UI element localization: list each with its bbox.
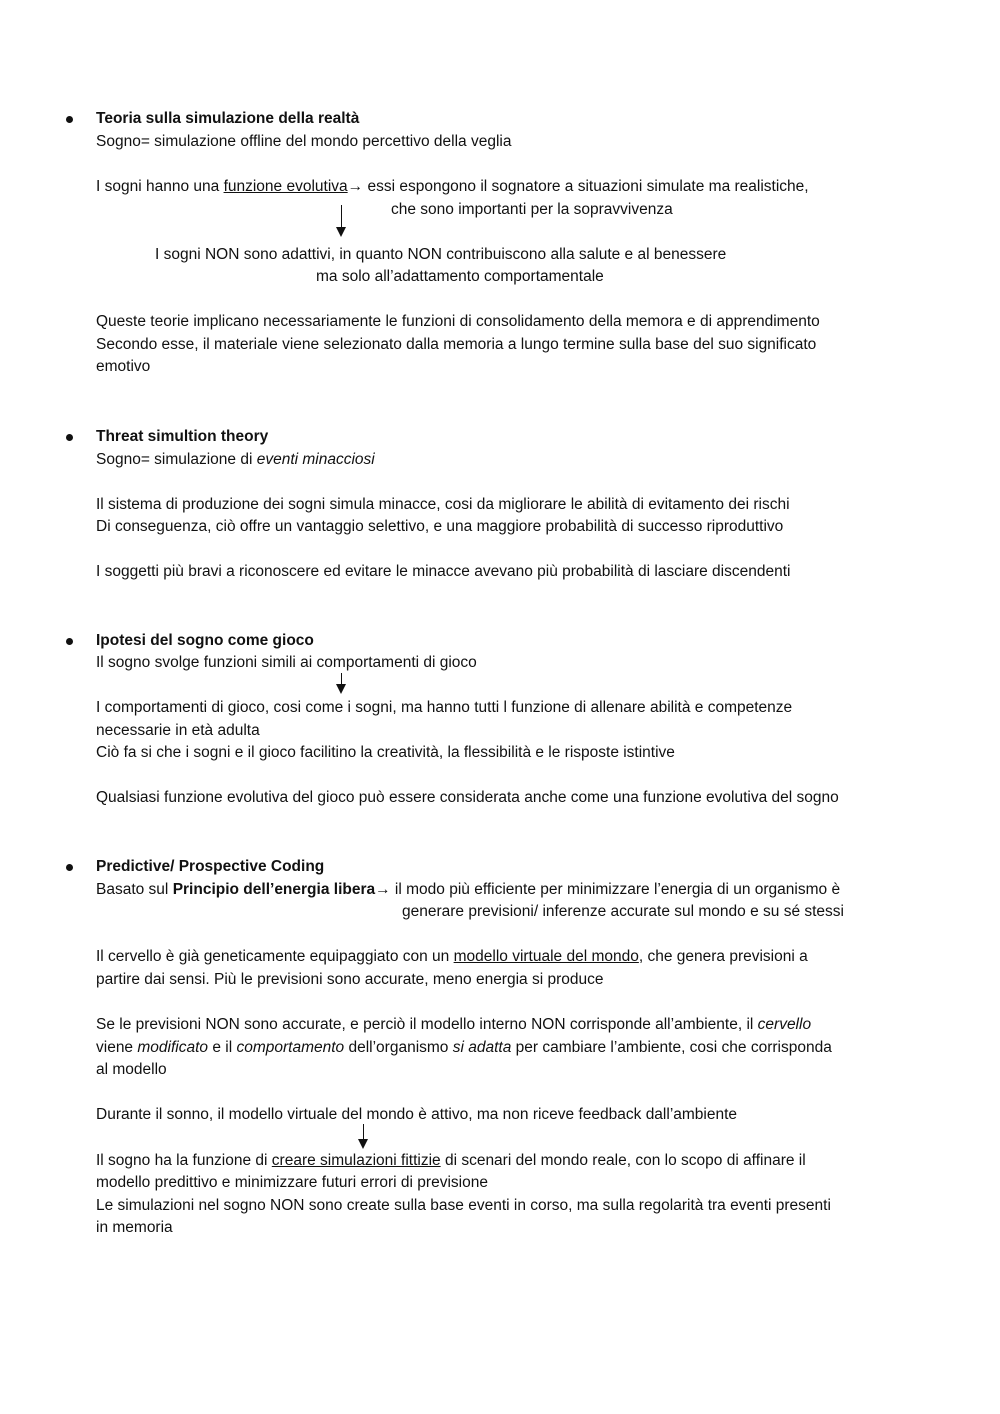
bullet-point [66,638,73,645]
text-line: generare previsioni/ inferenze accurate sul mondo e su sé stessi [402,903,844,920]
text-line: Se le previsioni NON sono accurate, e perciò il modello interno NON corrisponde all’ambiente, il cervello [96,1016,812,1033]
text-line: modello predittivo e minimizzare futuri errori di previsione [96,1174,488,1191]
text-line: Il sistema di produzione dei sogni simula minacce, cosi da migliorare le abilità di evitamento dei rischi [96,496,790,513]
text-line: ma solo all’adattamento comportamentale [316,268,604,285]
text-line: emotivo [96,358,151,375]
section-title: Teoria sulla simulazione della realtà [96,110,360,127]
text-line: Il cervello è già geneticamente equipaggiato con un modello virtuale del mondo, che genera previsioni a [96,948,808,965]
text-line: I soggetti più bravi a riconoscere ed evitare le minacce avevano più probabilità di lasciare discendenti [96,563,791,580]
section-title: Threat simultion theory [96,428,269,445]
bullet-point [66,116,73,123]
text-line: Le simulazioni nel sogno NON sono create sulla base eventi in corso, ma sulla regolarità tra eventi presenti [96,1197,831,1214]
text-line: I sogni hanno una funzione evolutiva→ essi espongono il sognatore a situazioni simulate ma realistiche, [96,178,809,195]
section-title: Ipotesi del sogno come gioco [96,632,314,649]
bullet-point [66,434,73,441]
text-line: Di conseguenza, ciò offre un vantaggio selettivo, e una maggiore probabilità di successo riproduttivo [96,518,784,535]
text-line: necessarie in età adulta [96,722,260,739]
text-line: Ciò fa si che i sogni e il gioco facilitino la creatività, la flessibilità e le risposte istintive [96,744,675,761]
definition-line: Sogno= simulazione offline del mondo percettivo della veglia [96,133,512,150]
text-line: Il sogno ha la funzione di creare simulazioni fittizie di scenari del mondo reale, con lo scopo di affinare il [96,1152,806,1169]
text-line: Qualsiasi funzione evolutiva del gioco può essere considerata anche come una funzione evolutiva del sogno [96,789,839,806]
text-line: Durante il sonno, il modello virtuale del mondo è attivo, ma non riceve feedback dall’ambiente [96,1106,738,1123]
definition-line: Il sogno svolge funzioni simili ai comportamenti di gioco [96,654,477,671]
text-line: Queste teorie implicano necessariamente le funzioni di consolidamento della memora e di apprendimento [96,313,820,330]
text-line: partire dai sensi. Più le previsioni sono accurate, meno energia si produce [96,971,604,988]
text-line: che sono importanti per la sopravvivenza [391,201,673,218]
text-line: I comportamenti di gioco, cosi come i sogni, ma hanno tutti l funzione di allenare abilità e competenze [96,699,793,716]
text-line: I sogni NON sono adattivi, in quanto NON contribuiscono alla salute e al benessere [155,246,727,263]
text-line: al modello [96,1061,167,1078]
section-title: Predictive/ Prospective Coding [96,858,325,875]
text-line: viene modificato e il comportamento dell’organismo si adatta per cambiare l’ambiente, cosi che corrisponda [96,1039,832,1056]
definition-line: Basato sul Principio dell’energia libera→ il modo più efficiente per minimizzare l’energia di un organismo è [96,881,841,898]
bullet-point [66,864,73,871]
definition-line: Sogno= simulazione di eventi minacciosi [96,451,375,468]
text-line: in memoria [96,1219,173,1236]
text-line: Secondo esse, il materiale viene selezionato dalla memoria a lungo termine sulla base del suo significato [96,336,817,353]
